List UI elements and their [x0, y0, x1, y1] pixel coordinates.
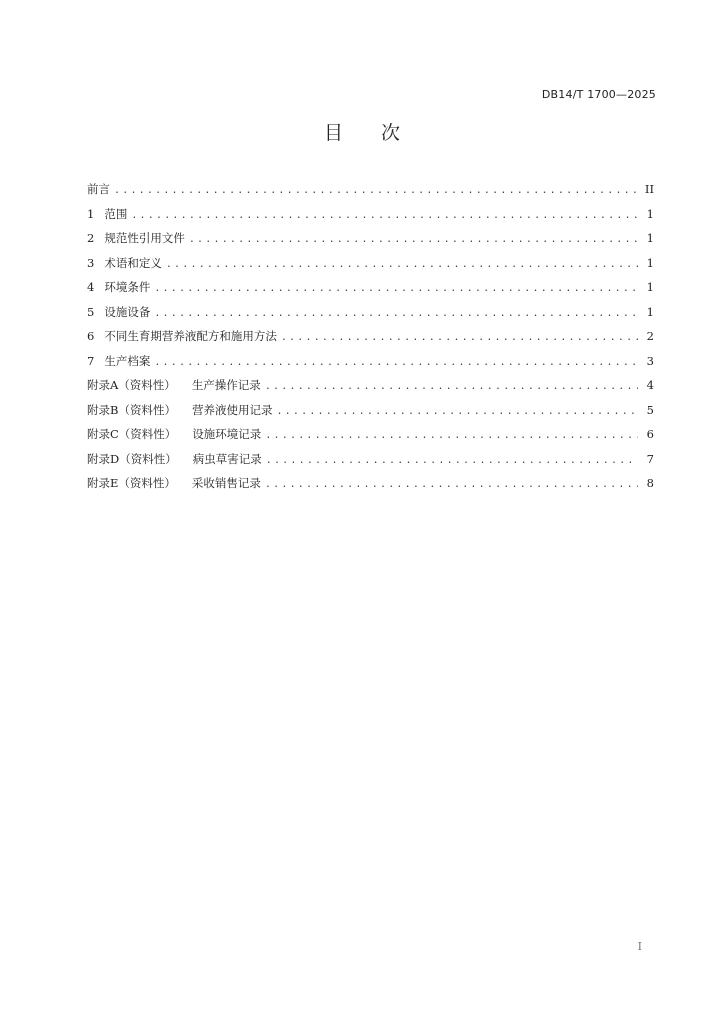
toc-entry-page: 7: [646, 451, 654, 466]
toc-entry-label: 环境条件: [104, 280, 151, 294]
toc-leader: [166, 259, 638, 270]
document-code: DB14/T 1700—2025: [541, 88, 656, 101]
toc-leader: [276, 406, 638, 417]
toc-entry-number: 4: [87, 280, 95, 294]
toc-leader: [114, 185, 638, 196]
toc-entry-appendix-b[interactable]: [87, 402, 654, 427]
toc-entry-label: 生产档案: [104, 353, 151, 368]
toc-entry-appendix-a[interactable]: [87, 377, 654, 402]
toc-leader: [154, 283, 638, 294]
toc-entry-label: 不同生育期营养液配方和施用方法: [104, 329, 277, 343]
toc-list: [87, 181, 654, 500]
toc-leader: [154, 308, 638, 319]
toc-entry-page: 5: [646, 402, 654, 417]
page-number: I: [637, 940, 642, 953]
toc-leader: [265, 430, 638, 441]
toc-entry-label: 生产操作记录: [191, 378, 261, 392]
toc-entry-label: 设施设备: [104, 304, 151, 319]
toc-entry-number: 7: [87, 353, 95, 368]
toc-entry-number: 3: [87, 255, 95, 270]
toc-leader: [281, 332, 638, 343]
toc-entry-page: 1: [646, 304, 654, 319]
toc-entry-foreword[interactable]: [87, 181, 654, 206]
toc-title-left: 目: [323, 122, 343, 144]
toc-entry-page: 6: [646, 427, 654, 441]
toc-leader: [266, 455, 638, 466]
toc-entry-label: 设施环境记录: [192, 427, 262, 441]
toc-appendix-tag: 附录A（资料性）: [87, 378, 176, 392]
toc-entry-equipment[interactable]: [87, 304, 654, 329]
toc-entry-appendix-e[interactable]: [87, 475, 654, 500]
toc-entry-page: 3: [646, 353, 654, 368]
toc-entry-scope[interactable]: [87, 206, 654, 231]
toc-entry-label: 范围: [104, 206, 128, 221]
toc-entry-page: 8: [646, 476, 654, 490]
toc-entry-nutrient-formula[interactable]: [87, 328, 654, 353]
toc-entry-appendix-d[interactable]: [87, 451, 654, 476]
toc-entry-page: 1: [646, 206, 654, 221]
toc-entry-number: 5: [87, 304, 95, 319]
toc-entry-page: 2: [646, 329, 654, 343]
toc-entry-page: 4: [646, 378, 654, 392]
toc-leader: [131, 210, 638, 221]
toc-appendix-tag: 附录D（资料性）: [87, 451, 177, 466]
toc-entry-label: 术语和定义: [104, 255, 162, 270]
toc-title: [0, 118, 724, 145]
toc-entry-number: 2: [87, 231, 95, 245]
toc-leader: [265, 381, 638, 392]
toc-appendix-tag: 附录C（资料性）: [87, 427, 177, 441]
toc-entry-page: 1: [646, 231, 654, 245]
toc-entry-label: 采收销售记录: [191, 476, 261, 490]
toc-entry-label: 营养液使用记录: [191, 402, 273, 417]
toc-entry-page: 1: [646, 255, 654, 270]
toc-entry-page: 1: [646, 280, 654, 294]
toc-title-right: 次: [381, 122, 401, 144]
toc-entry-environment[interactable]: [87, 279, 654, 304]
toc-entry-terms[interactable]: [87, 255, 654, 280]
toc-entry-page: II: [644, 182, 654, 196]
toc-entry-label: 病虫草害记录: [192, 451, 262, 466]
toc-appendix-tag: 附录B（资料性）: [87, 402, 176, 417]
toc-entry-number: 6: [87, 329, 95, 343]
toc-entry-number: 1: [87, 206, 95, 221]
toc-entry-label: 规范性引用文件: [104, 231, 185, 245]
toc-leader: [265, 479, 638, 490]
toc-entry-appendix-c[interactable]: [87, 426, 654, 451]
toc-leader: [154, 357, 638, 368]
toc-entry-production-records[interactable]: [87, 353, 654, 378]
toc-appendix-tag: 附录E（资料性）: [87, 476, 176, 490]
toc-entry-normative-references[interactable]: [87, 230, 654, 255]
toc-entry-label: 前言: [87, 182, 110, 196]
toc-leader: [189, 234, 638, 245]
